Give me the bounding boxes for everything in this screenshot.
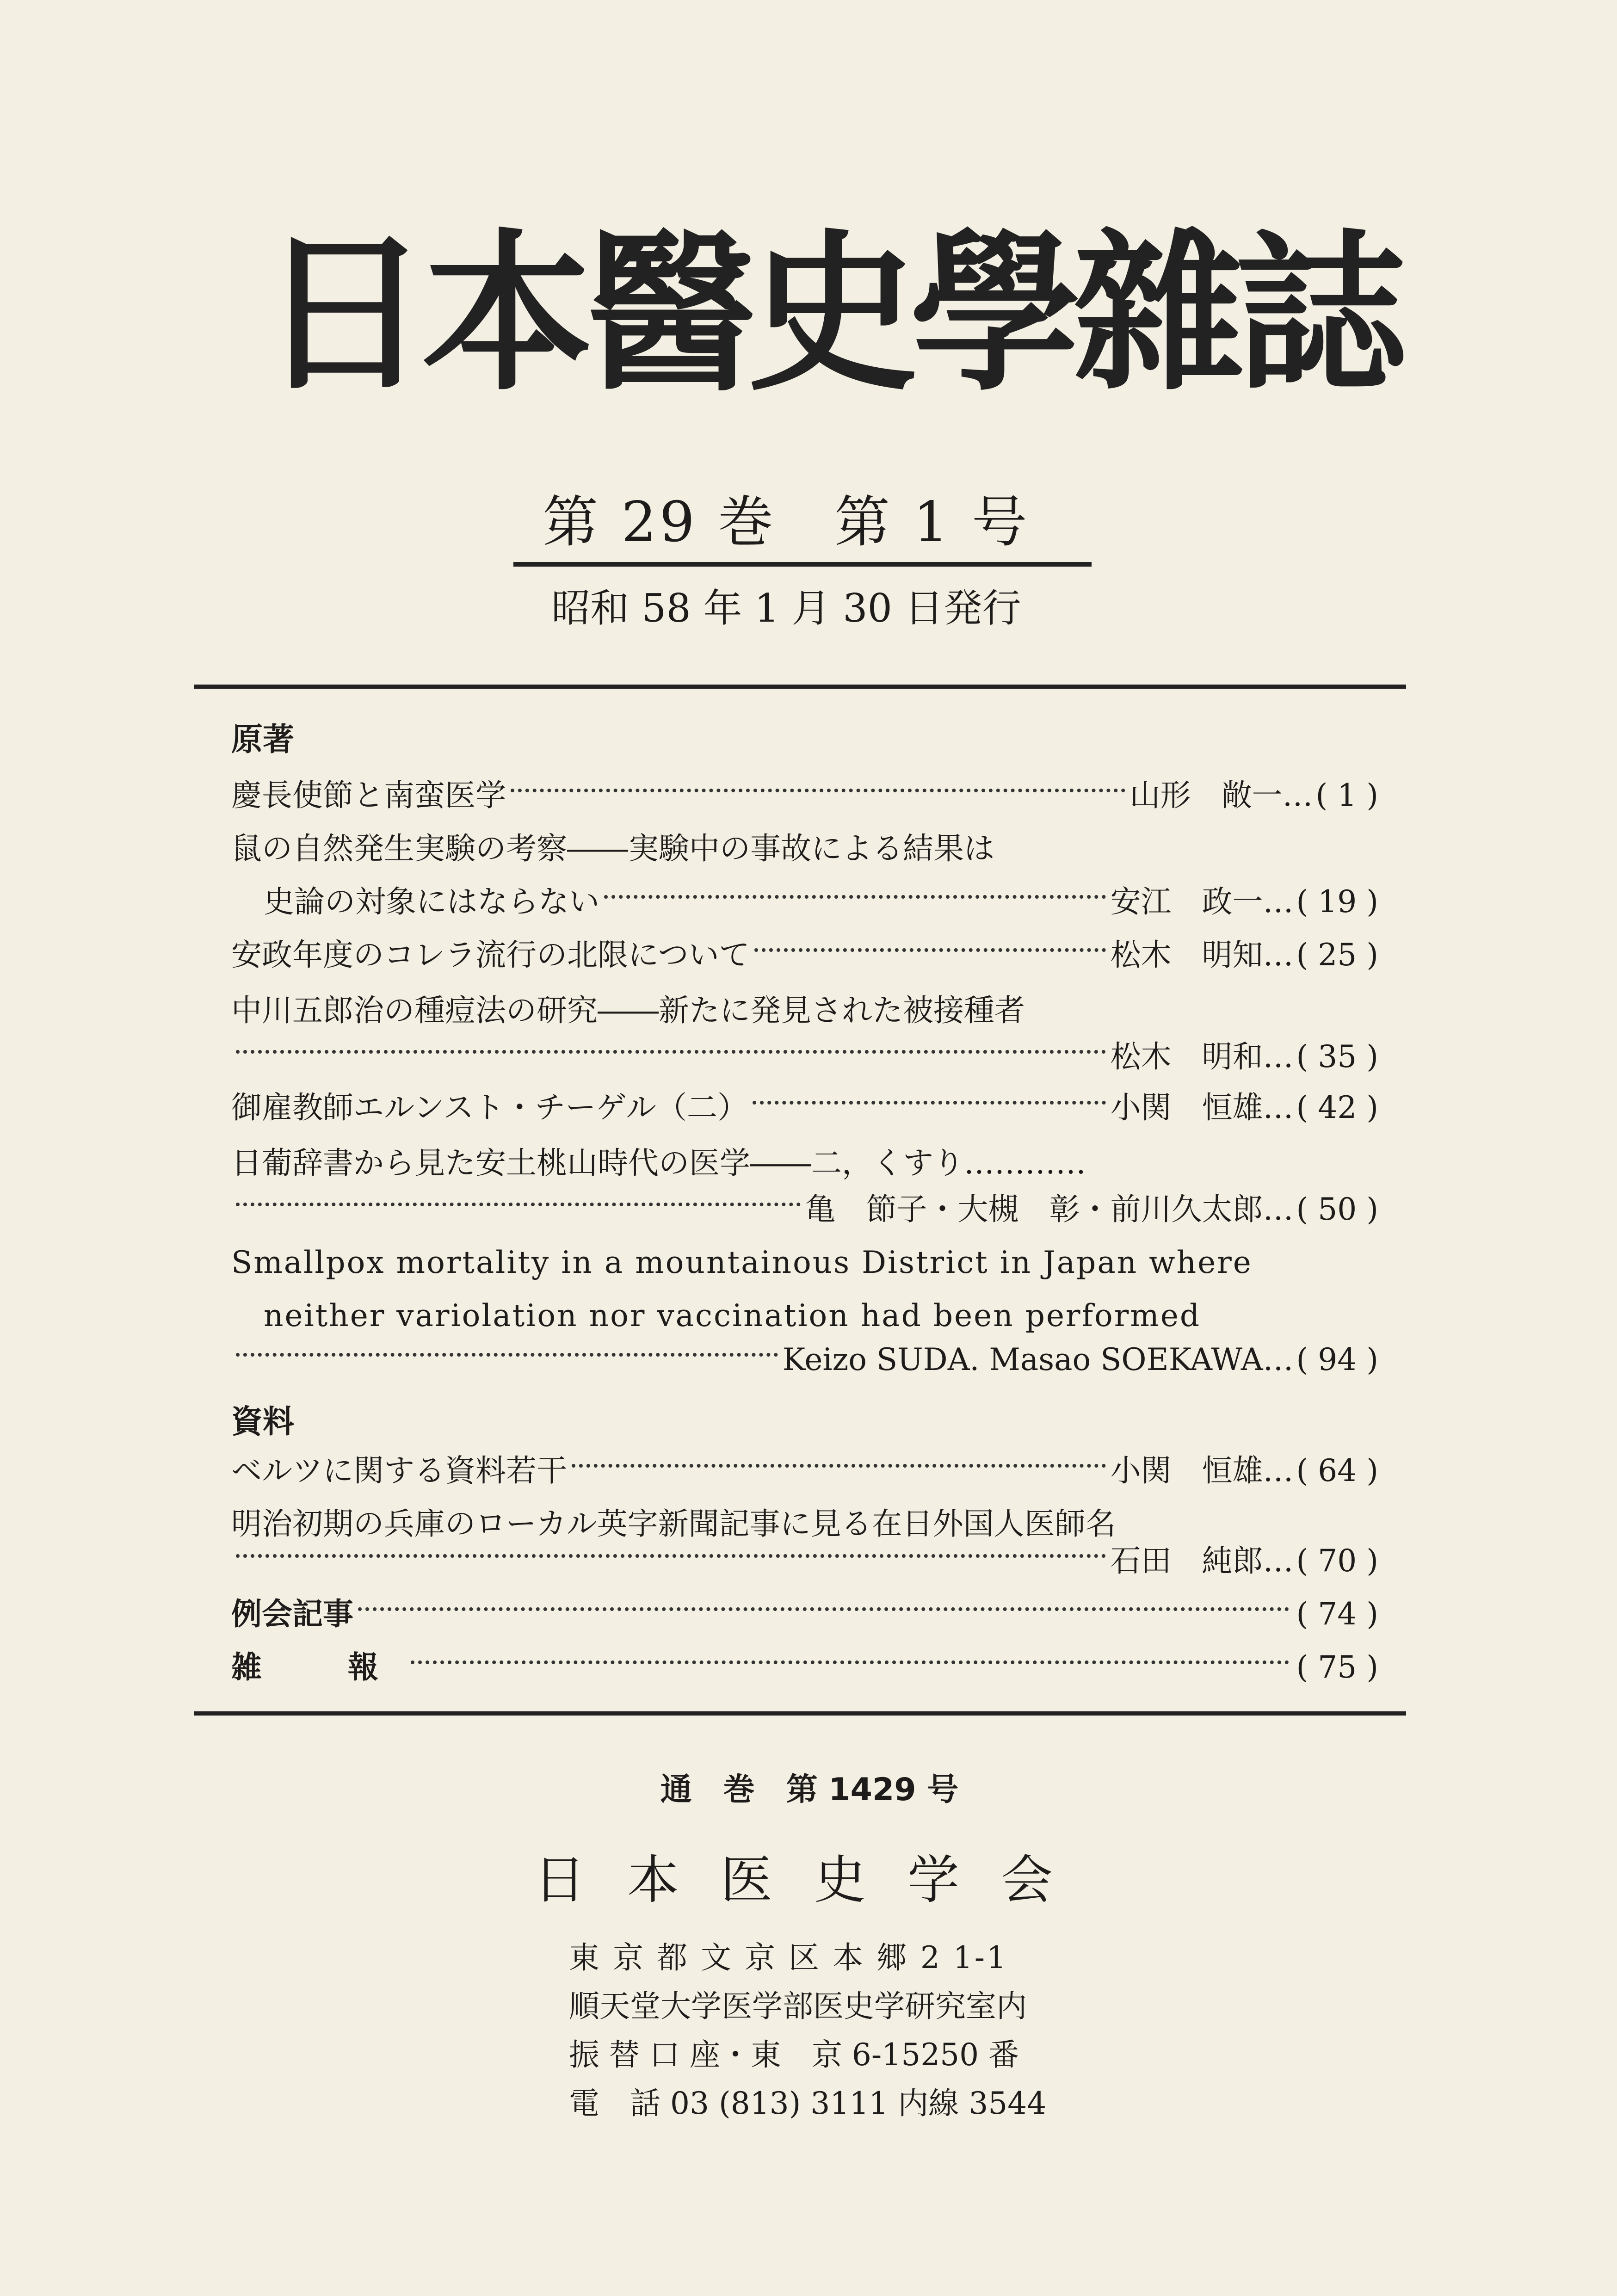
entry-author: Keizo SUDA. Masao SOEKAWA — [782, 1342, 1263, 1377]
entry-page: ( 64 ) — [1296, 1453, 1378, 1488]
toc-entry — [231, 1538, 1378, 1584]
author-leader: … — [1263, 937, 1294, 973]
entry-page: ( 25 ) — [1296, 937, 1378, 973]
toc-entry-meetings — [231, 1591, 1378, 1637]
author-leader: … — [1263, 1342, 1294, 1377]
author-leader: … — [1263, 1543, 1294, 1579]
author-leader: … — [1263, 884, 1294, 920]
author-leader: … — [1263, 1453, 1294, 1488]
author-leader: … — [1263, 1191, 1294, 1227]
entry-title: neither variolation nor vaccination had been performed — [264, 1298, 1201, 1333]
toc-entry — [231, 1085, 1378, 1131]
entry-title: ベルツに関する資料若干 — [231, 1453, 567, 1488]
entry-page: ( 94 ) — [1296, 1342, 1378, 1377]
dot-leader — [604, 895, 1106, 899]
total-issue-number: 通 巻 第 1429 号 — [660, 1771, 959, 1808]
entry-title: 史論の対象にはならない — [264, 884, 599, 920]
address-line: 東 京 都 文 京 区 本 郷 2 1-1 — [569, 1940, 1008, 1975]
entry-page: ( 75 ) — [1296, 1649, 1378, 1685]
toc-entry — [231, 932, 1378, 978]
entry-title: 明治初期の兵庫のローカル英字新聞記事に見る在日外国人医師名 — [231, 1506, 1116, 1542]
toc-entry — [264, 879, 1378, 925]
entry-page: ( 74 ) — [1296, 1596, 1378, 1632]
entry-title: Smallpox mortality in a mountainous District in Japan where — [231, 1245, 1253, 1280]
dot-leader — [236, 1554, 1106, 1558]
dot-leader — [236, 1353, 778, 1357]
entry-page: ( 42 ) — [1296, 1090, 1378, 1125]
entry-author: 亀 節子・大槻 彰・前川久太郎 — [805, 1191, 1263, 1227]
entry-title: 鼠の自然発生実験の考察――実験中の事故による結果は — [231, 831, 994, 866]
entry-page: ( 70 ) — [1296, 1543, 1378, 1579]
author-leader: … — [1263, 1039, 1294, 1074]
section-heading-materials: 資料 — [231, 1404, 295, 1440]
entry-page: ( 35 ) — [1296, 1039, 1378, 1074]
entry-title: 安政年度のコレラ流行の北限について — [231, 937, 750, 973]
toc-entry — [231, 1034, 1378, 1080]
dot-leader — [411, 1660, 1289, 1664]
entry-page: ( 19 ) — [1296, 884, 1378, 920]
toc-entry — [231, 1448, 1378, 1494]
toc-entry-misc — [231, 1644, 1378, 1691]
contents-bottom-rule — [194, 1711, 1406, 1716]
address-line: 電 話 03 (813) 3111 内線 3544 — [569, 2086, 1047, 2121]
issue-date: 昭和 58 年 1 月 30 日発行 — [551, 586, 1021, 631]
section-heading-originals: 原著 — [231, 722, 295, 758]
dot-leader — [236, 1203, 801, 1206]
dot-leader — [358, 1607, 1289, 1611]
entry-title: 雑 報 — [231, 1649, 406, 1685]
entry-page: ( 50 ) — [1296, 1191, 1378, 1227]
toc-entry — [231, 772, 1378, 819]
dot-leader — [753, 1101, 1105, 1105]
entry-author: 小関 恒雄 — [1110, 1090, 1263, 1125]
toc-entry — [231, 1337, 1378, 1383]
contents-top-rule — [194, 685, 1406, 689]
address-line: 振 替 口 座・東 京 6-15250 番 — [569, 2037, 1019, 2073]
dot-leader — [511, 789, 1125, 792]
entry-title: 中川五郎治の種痘法の研究――新たに発見された被接種者 — [231, 993, 1025, 1028]
society-name: 日本医史学会 — [534, 1850, 1094, 1910]
entry-author: 石田 純郎 — [1110, 1543, 1263, 1579]
entry-author: 松木 明和 — [1110, 1039, 1263, 1074]
entry-title: 御雇教師エルンスト・チーゲル（二） — [231, 1090, 748, 1125]
address-line: 順天堂大学医学部医史学研究室内 — [569, 1988, 1027, 2024]
author-leader: … — [1282, 778, 1313, 813]
entry-title: 例会記事 — [231, 1596, 353, 1632]
journal-title: 日本醫史學雜誌 — [259, 215, 1399, 414]
entry-author: 松木 明知 — [1110, 937, 1263, 973]
entry-author: 山形 敞一 — [1129, 778, 1283, 813]
entry-author: 安江 政一 — [1110, 884, 1263, 920]
entry-author: 小関 恒雄 — [1110, 1453, 1263, 1488]
volume-underline — [513, 562, 1092, 567]
dot-leader — [236, 1050, 1106, 1054]
toc-entry — [231, 1186, 1378, 1233]
dot-leader — [754, 948, 1106, 952]
dot-leader — [572, 1464, 1106, 1468]
entry-title: 慶長使節と南蛮医学 — [231, 778, 506, 813]
author-leader: … — [1263, 1090, 1294, 1125]
entry-page: ( 1 ) — [1315, 778, 1378, 813]
volume-issue: 第 29 巻 第 1 号 — [543, 490, 1030, 555]
entry-title: 日葡辞書から見た安土桃山時代の医学――二，くすり………… — [231, 1145, 1086, 1181]
